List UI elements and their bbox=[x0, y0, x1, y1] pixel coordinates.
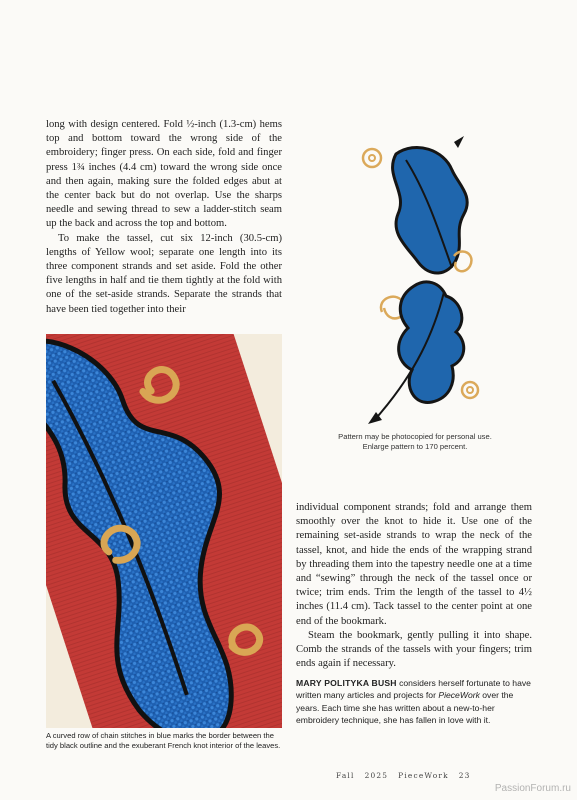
paragraph: long with design centered. Fold ½-inch (1.3-cm) hems top and bottom toward the wrong side of the embroidery; finger press. On each side, fold and finger press 1¾ inches (4.4 cm) toward the wrong side once and then again, making sure the folded edges abut at the center back but do not overlap. Use the sharps needle and sewing thread to sew a ladder-stitch seam up the back and across the top and bottom. bbox=[46, 119, 282, 230]
paragraph: To make the tassel, cut six 12-inch (30.5-cm) lengths of Yellow wool; separate one length into its three component strands and set aside. Fold the other five lengths in half and tie them tightly at the fold with one of the set-aside strands. Separate the strands that have been tied together into their bbox=[46, 232, 282, 315]
page-footer bbox=[336, 771, 536, 780]
leaf-pattern-drawing bbox=[356, 136, 482, 424]
body-text-column-left bbox=[46, 118, 282, 317]
pattern-caption bbox=[312, 432, 518, 452]
embroidery-photo-illustration bbox=[46, 334, 282, 728]
photo-caption: A curved row of chain stitches in blue marks the border between the tidy black outline and the exuberant French knot interior of the leaves. bbox=[46, 731, 281, 750]
pattern-caption-line: Enlarge pattern to 170 percent. bbox=[362, 442, 468, 451]
watermark: PassionForum.ru bbox=[494, 783, 571, 794]
footer-year: 2025 bbox=[364, 771, 389, 780]
bio-text: considers herself fortunate to have written many articles and projects for bbox=[296, 678, 531, 701]
paragraph: individual component strands; fold and arrange them smoothly over the knot to hide it. Use one of the remaining set-aside strands to wrap the neck of the tassel, knot, and hide the ends of the wrapping strand by threading them into the tapestry needle one at a time and “sewing” through the neck of the tassel once or twice; trim ends. Trim the length of the tassel to 4½ inches (11.4 cm). Tack tassel to the center point at one end of the bookmark. bbox=[296, 502, 532, 627]
author-bio bbox=[296, 677, 532, 727]
leaf-tip bbox=[454, 136, 464, 148]
spiral-mark bbox=[369, 155, 375, 161]
bio-text: over the years. Each time she has written about a new-to-her embroidery technique, she has fallen in love with it. bbox=[296, 690, 514, 726]
pattern-caption-line: Pattern may be photocopied for personal use. bbox=[338, 432, 492, 441]
footer-magazine: PieceWork bbox=[398, 771, 449, 780]
leaf-lower bbox=[399, 282, 464, 403]
magazine-name: PieceWork bbox=[438, 690, 480, 701]
spiral-mark bbox=[363, 149, 381, 167]
embroidery-photo bbox=[46, 334, 282, 728]
page-number: 23 bbox=[458, 771, 471, 780]
author-name: MARY POLITYKA BUSH bbox=[296, 678, 397, 688]
body-text-column-right bbox=[296, 501, 532, 671]
leaf-pattern bbox=[356, 136, 482, 424]
footer-season: Fall bbox=[336, 771, 355, 780]
spiral-mark bbox=[467, 387, 473, 393]
spiral-mark bbox=[462, 382, 478, 398]
paragraph: Steam the bookmark, gently pulling it into shape. Comb the strands of the tassels with your fingers; trim ends again if necessary. bbox=[296, 629, 532, 670]
